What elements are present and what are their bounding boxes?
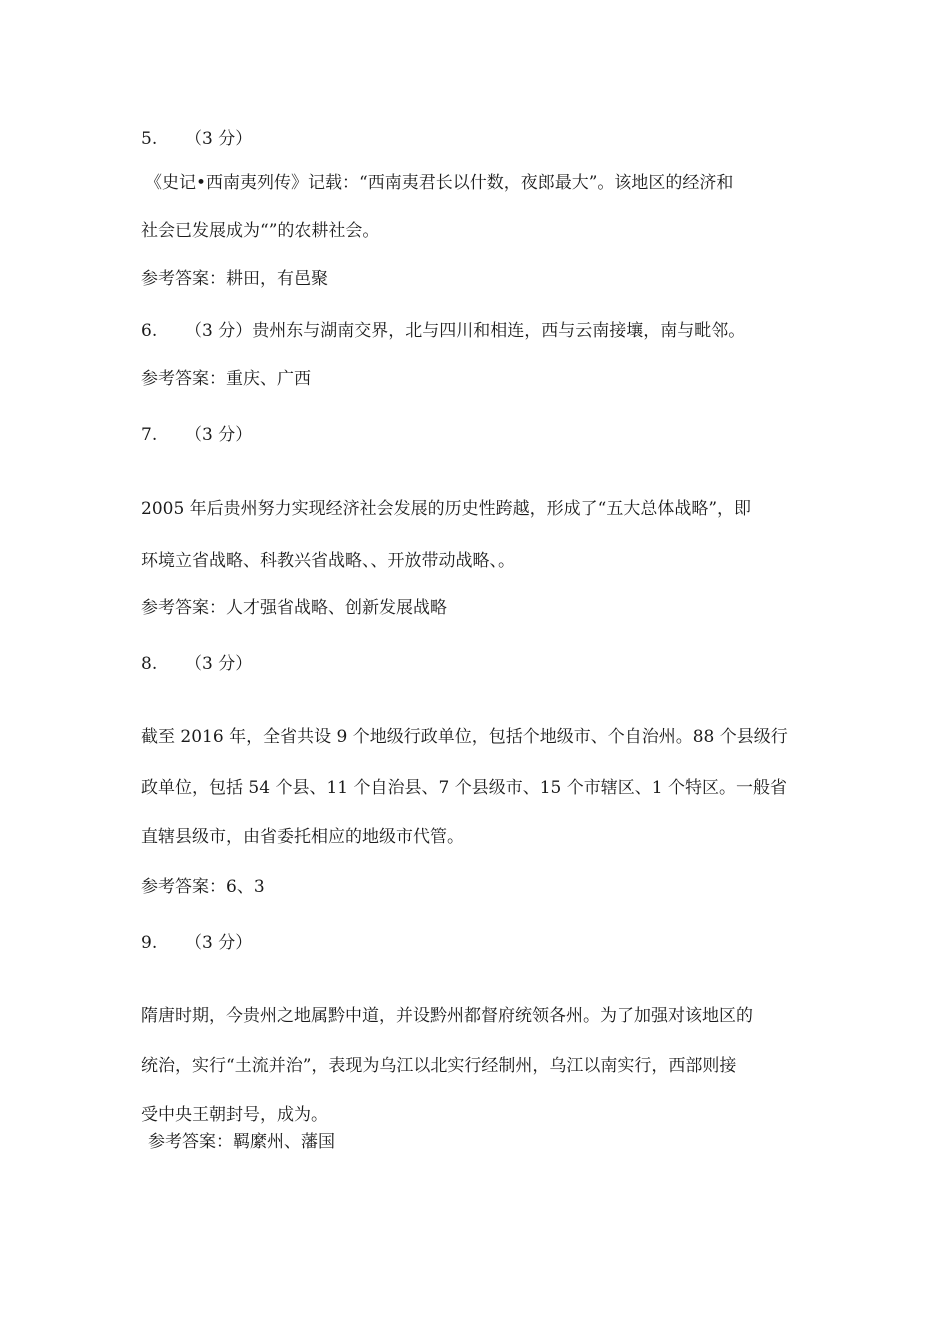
answer-text: 耕田，有邑聚 xyxy=(226,269,328,289)
answer-text: 人才强省战略、创新发展战略 xyxy=(226,598,447,618)
question-5-body-line-2: 社会已发展成为“”的农耕社会。 xyxy=(141,221,380,241)
question-9-body-line-2: 统治，实行“土流并治”，表现为乌江以北实行经制州，乌江以南实行，西部则接 xyxy=(141,1056,737,1076)
question-7-body-line-2: 环境立省战略、科教兴省战略、、开放带动战略、。 xyxy=(141,551,515,571)
answer-text: 重庆、广西 xyxy=(226,369,311,389)
question-5-answer xyxy=(141,268,328,290)
question-number: 5. xyxy=(141,129,158,149)
answer-label: 参考答案： xyxy=(141,369,226,389)
answer-label: 参考答案： xyxy=(141,877,226,897)
question-number: 8. xyxy=(141,654,158,674)
question-5-body-line-1: 《史记•西南夷列传》记载：“西南夷君长以什数，夜郎最大”。该地区的经济和 xyxy=(145,173,734,193)
question-6-answer xyxy=(141,368,311,390)
question-8-answer xyxy=(141,876,265,898)
answer-text: 6、3 xyxy=(226,877,265,897)
question-score: （3 分） xyxy=(185,654,253,674)
question-8-body-line-3: 直辖县级市，由省委托相应的地级市代管。 xyxy=(141,827,464,847)
answer-label: 参考答案： xyxy=(141,269,226,289)
answer-label: 参考答案： xyxy=(141,598,226,618)
question-8-header xyxy=(141,653,252,675)
question-number: 6. xyxy=(141,321,158,341)
answer-text: 羁縻州、藩国 xyxy=(233,1132,335,1152)
question-score: （3 分） xyxy=(185,933,253,953)
question-7-header xyxy=(141,424,252,446)
question-6-header xyxy=(141,320,745,342)
question-9-header xyxy=(141,932,252,954)
question-7-body-line-1: 2005 年后贵州努力实现经济社会发展的历史性跨越，形成了“五大总体战略”，即 xyxy=(141,499,752,519)
question-9-body-line-3: 受中央王朝封号，成为。 xyxy=(141,1105,328,1125)
question-number: 7. xyxy=(141,425,158,445)
question-9-answer xyxy=(148,1131,335,1153)
question-9-body-line-1: 隋唐时期，今贵州之地属黔中道，并设黔州都督府统领各州。为了加强对该地区的 xyxy=(141,1006,753,1026)
question-score: （3 分） xyxy=(185,129,253,149)
question-7-answer xyxy=(141,597,447,619)
question-number: 9. xyxy=(141,933,158,953)
answer-label: 参考答案： xyxy=(148,1132,233,1152)
question-8-body-line-2: 政单位，包括 54 个县、11 个自治县、7 个县级市、15 个市辖区、1 个特区。一般省 xyxy=(141,778,787,798)
question-score: （3 分） xyxy=(185,425,253,445)
question-5-header xyxy=(141,128,252,150)
question-8-body-line-1: 截至 2016 年，全省共设 9 个地级行政单位，包括个地级市、个自治州。88 个县级行 xyxy=(141,727,788,747)
question-score: （3 分） xyxy=(185,321,253,341)
question-6-text: 贵州东与湖南交界，北与四川和相连，西与云南接壤，南与毗邻。 xyxy=(252,321,746,341)
